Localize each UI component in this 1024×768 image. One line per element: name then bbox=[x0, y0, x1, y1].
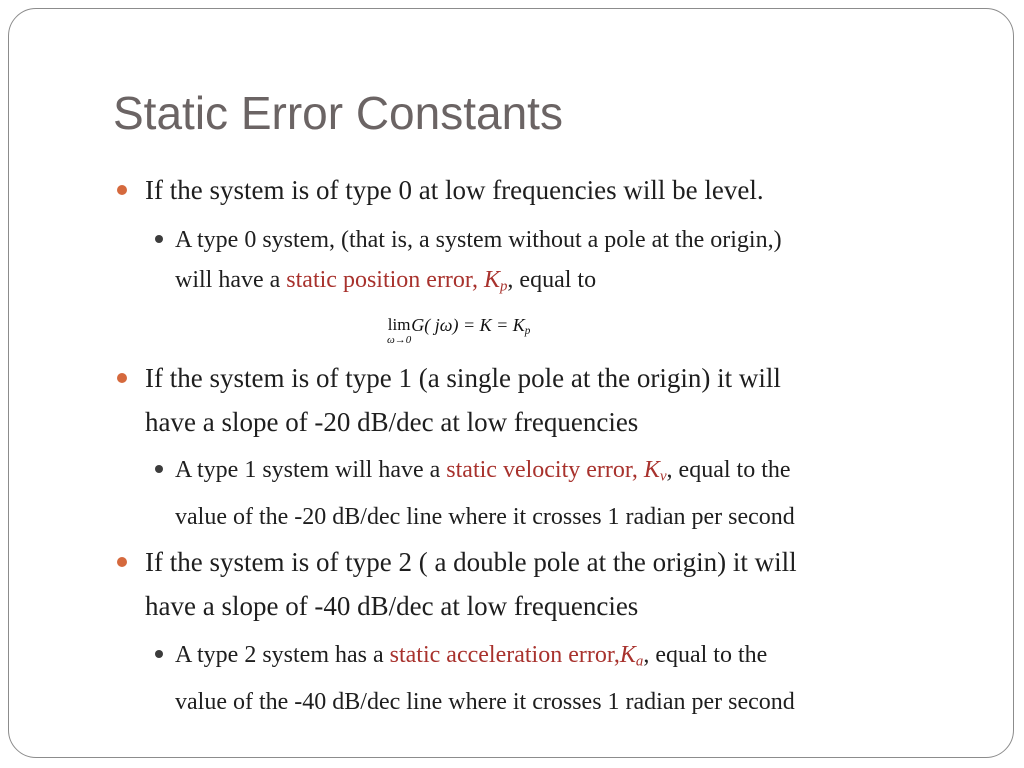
limit-formula bbox=[387, 316, 530, 346]
subbullet-text: , equal to bbox=[507, 267, 597, 293]
bullet-text: If the system is of type 0 at low frequencies will be level. bbox=[145, 175, 764, 205]
bullet-type-1 bbox=[145, 356, 781, 444]
subbullet-dot-icon bbox=[155, 465, 163, 473]
bullet-text: If the system is of type 2 ( a double pole at the origin) it will bbox=[145, 547, 797, 577]
subbullet-text: , equal to the bbox=[666, 457, 791, 483]
subbullet-line: A type 0 system, (that is, a system without a pole at the origin,) bbox=[175, 227, 782, 253]
subbullet-text: , equal to the bbox=[643, 642, 768, 668]
bullet-type-0 bbox=[145, 168, 764, 212]
bullet-text: have a slope of -40 dB/dec at low frequencies bbox=[145, 591, 639, 621]
bullet-dot-icon bbox=[117, 373, 127, 383]
subbullet-line: value of the -40 dB/dec line where it crosses 1 radian per second bbox=[175, 688, 795, 715]
subbullet-text: A type 2 system has a bbox=[175, 642, 390, 668]
bullet-dot-icon bbox=[117, 557, 127, 567]
term-static-velocity-error: static velocity error, $K_v$ bbox=[446, 457, 667, 485]
term-static-position-error: static position error, $K_p$ bbox=[286, 267, 508, 295]
slide-title: Static Error Constants bbox=[113, 87, 563, 139]
formula-body: G( $j\omega) = K = K_p$ bbox=[411, 315, 531, 337]
bullet-text: have a slope of -20 dB/dec at low frequencies bbox=[145, 407, 639, 437]
subbullet-dot-icon bbox=[155, 235, 163, 243]
subbullet-line: value of the -20 dB/dec line where it crosses 1 radian per second bbox=[175, 503, 795, 530]
subbullet-type-0 bbox=[175, 220, 782, 307]
subbullet-type-2 bbox=[175, 635, 795, 722]
bullet-dot-icon bbox=[117, 185, 127, 195]
bullet-type-2 bbox=[145, 540, 797, 628]
subbullet-dot-icon bbox=[155, 650, 163, 658]
subbullet-text: will have a bbox=[175, 267, 287, 293]
subbullet-text: A type 1 system will have a bbox=[175, 457, 447, 483]
subbullet-type-1 bbox=[175, 450, 795, 537]
formula-lim-subscript: ω→0 bbox=[387, 334, 412, 346]
formula-lim: lim bbox=[387, 315, 411, 334]
term-static-acceleration-error: static acceleration $error,K_a$ bbox=[389, 642, 644, 670]
bullet-text: If the system is of type 1 (a single pole at the origin) it will bbox=[145, 363, 781, 393]
